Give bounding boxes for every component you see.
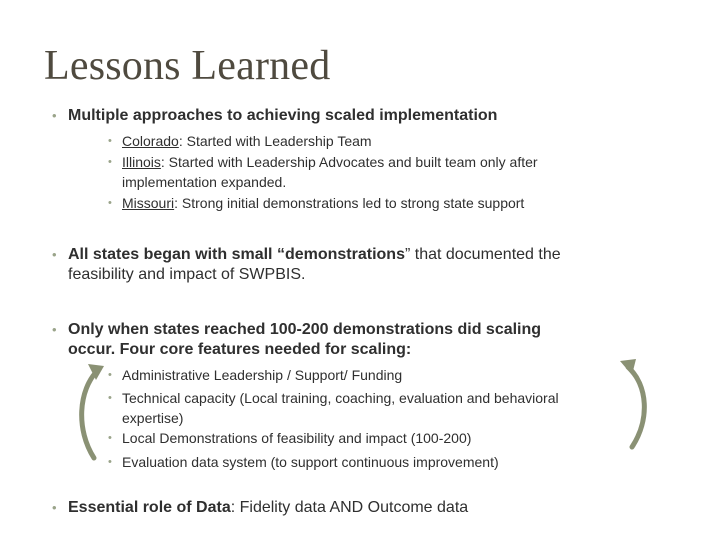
- sub-bullet-text: : Started with Leadership Team: [178, 133, 372, 149]
- state-name: Illinois: [122, 154, 161, 170]
- bullet-dot-icon: •: [52, 247, 57, 262]
- bullet-bold-text: All states began with small “demonstrations: [68, 246, 405, 263]
- bullet-dot-icon: •: [108, 369, 112, 381]
- left-curved-arrow-icon: [70, 360, 110, 465]
- core-feature-leadership: [108, 365, 628, 385]
- bullet-data: [52, 498, 692, 518]
- bullet-text-line2: occur. Four core features needed for scaling:: [68, 341, 412, 358]
- bullet-bold-text: Essential role of Data: [68, 499, 231, 516]
- core-feature-text: Evaluation data system (to support continuous improvement): [122, 454, 499, 470]
- bullet-dot-icon: •: [108, 432, 112, 444]
- slide-title: Lessons Learned: [44, 43, 331, 89]
- bullet-approaches: [52, 106, 692, 126]
- sub-bullet-illinois: [108, 152, 698, 192]
- state-name: Missouri: [122, 195, 175, 211]
- core-feature-evaluation: [108, 452, 628, 472]
- bullet-dot-icon: •: [52, 322, 57, 337]
- bullet-dot-icon: •: [108, 197, 112, 209]
- core-feature-text: Technical capacity (Local training, coaching, evaluation and behavioral: [122, 390, 559, 406]
- bullet-dot-icon: •: [52, 108, 57, 123]
- bullet-dot-icon: •: [52, 500, 57, 515]
- bullet-text: ” that documented the: [404, 246, 561, 263]
- right-curved-arrow-icon: [618, 355, 658, 455]
- core-feature-technical: [108, 388, 628, 428]
- sub-bullet-colorado: [108, 131, 698, 151]
- bullet-demonstrations: [52, 245, 692, 285]
- bullet-dot-icon: •: [108, 456, 112, 468]
- core-feature-demonstrations: [108, 428, 628, 448]
- bullet-text: Only when states reached 100-200 demonstrations did scaling: [68, 321, 542, 338]
- sub-bullet-missouri: [108, 193, 698, 213]
- bullet-dot-icon: •: [108, 135, 112, 147]
- sub-bullet-text: : Strong initial demonstrations led to strong state support: [174, 195, 525, 211]
- bullet-dot-icon: •: [108, 156, 112, 168]
- bullet-scaling: [52, 320, 692, 360]
- bullet-text-line2: feasibility and impact of SWPBIS.: [68, 266, 306, 283]
- sub-bullet-text-line2: implementation expanded.: [122, 174, 287, 190]
- core-feature-text: Administrative Leadership / Support/ Funding: [122, 367, 403, 383]
- sub-bullet-text: : Started with Leadership Advocates and built team only after: [160, 154, 538, 170]
- state-name: Colorado: [122, 133, 179, 149]
- bullet-text: : Fidelity data AND Outcome data: [230, 499, 469, 516]
- bullet-dot-icon: •: [108, 392, 112, 404]
- core-feature-text: Local Demonstrations of feasibility and impact (100-200): [122, 430, 472, 446]
- core-feature-text-line2: expertise): [122, 410, 184, 426]
- bullet-text: Multiple approaches to achieving scaled implementation: [68, 107, 498, 124]
